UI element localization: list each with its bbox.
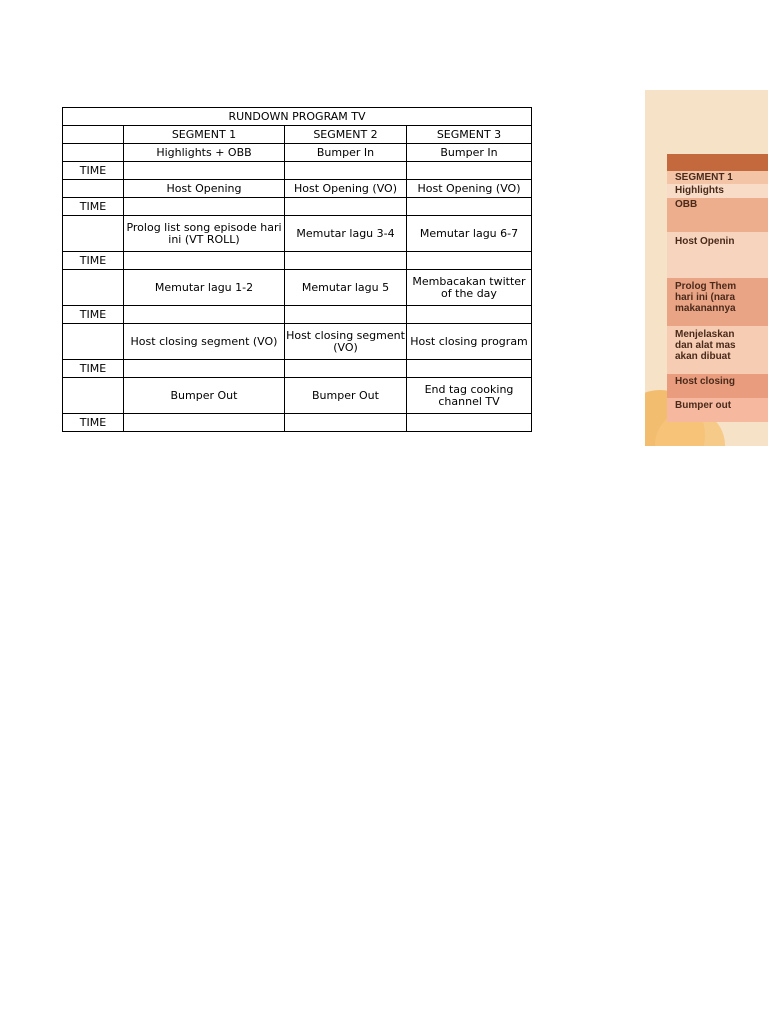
time-label: TIME [63,306,124,324]
table-title: RUNDOWN PROGRAM TV [63,108,532,126]
table-cell: Host Opening [124,180,285,198]
table-cell: Memutar lagu 1-2 [124,270,285,306]
time-label: TIME [63,162,124,180]
empty-cell [63,378,124,414]
thumbnail-row [667,171,768,184]
thumbnail-row-text: Host closing [675,376,736,387]
thumbnail-row-text: Highlights [675,185,724,196]
thumbnail-row [667,184,768,198]
thumbnail-row [667,374,768,398]
thumbnail-row-text: akan dibuat [675,351,731,362]
thumbnail-row [667,198,768,232]
table-cell: Bumper Out [124,378,285,414]
empty-cell [63,324,124,360]
empty-cell [407,414,532,432]
table-cell: Host Opening (VO) [407,180,532,198]
empty-cell [285,162,407,180]
thumbnail-row-text: Prolog Them [675,281,737,292]
table-cell: Bumper In [285,144,407,162]
empty-cell [63,180,124,198]
thumbnail-row [667,232,768,278]
thumbnail-row-text: makanannya [675,303,736,314]
time-label: TIME [63,252,124,270]
thumbnail-row [667,326,768,374]
thumbnail-row-text: OBB [675,199,698,210]
empty-cell [124,162,285,180]
embedded-image-thumbnail [645,90,768,446]
empty-cell [63,144,124,162]
empty-cell [285,360,407,378]
table-cell: Highlights + OBB [124,144,285,162]
thumbnail-row-text: Host Openin [675,236,735,247]
thumbnail-header-bar [667,154,768,171]
table-cell: Prolog list song episode hari ini (VT ROLL) [124,216,285,252]
thumbnail-row [667,398,768,422]
thumbnail-table [667,154,768,422]
thumbnail-row-text: Bumper out [675,400,732,411]
segment-header: SEGMENT 3 [407,126,532,144]
segment-header: SEGMENT 1 [124,126,285,144]
table-cell: Memutar lagu 5 [285,270,407,306]
thumbnail-row-text: hari ini (nara [675,292,736,303]
empty-cell [407,198,532,216]
thumbnail-row-text: dan alat mas [675,340,736,351]
table-cell: Memutar lagu 3-4 [285,216,407,252]
table-cell: Host closing segment (VO) [285,324,407,360]
empty-cell [285,252,407,270]
table-cell: Host Opening (VO) [285,180,407,198]
empty-cell [407,360,532,378]
table-cell: Host closing segment (VO) [124,324,285,360]
empty-cell [407,306,532,324]
empty-cell [63,216,124,252]
thumbnail-row [667,278,768,326]
empty-cell [124,414,285,432]
time-label: TIME [63,360,124,378]
table-cell: Host closing program [407,324,532,360]
empty-cell [124,252,285,270]
empty-cell [124,198,285,216]
empty-cell [285,306,407,324]
empty-cell [407,252,532,270]
table-cell: End tag cooking channel TV [407,378,532,414]
table-cell: Bumper Out [285,378,407,414]
empty-cell [63,270,124,306]
thumbnail-row-text: SEGMENT 1 [675,172,733,183]
empty-cell [124,306,285,324]
empty-cell [285,414,407,432]
empty-cell [407,162,532,180]
empty-cell [124,360,285,378]
rundown-table [62,107,532,432]
table-cell: Memutar lagu 6-7 [407,216,532,252]
segment-header: SEGMENT 2 [285,126,407,144]
table-cell: Bumper In [407,144,532,162]
corner-cell [63,126,124,144]
thumbnail-row-text: Menjelaskan [675,329,735,340]
empty-cell [285,198,407,216]
time-label: TIME [63,414,124,432]
time-label: TIME [63,198,124,216]
table-cell: Membacakan twitter of the day [407,270,532,306]
